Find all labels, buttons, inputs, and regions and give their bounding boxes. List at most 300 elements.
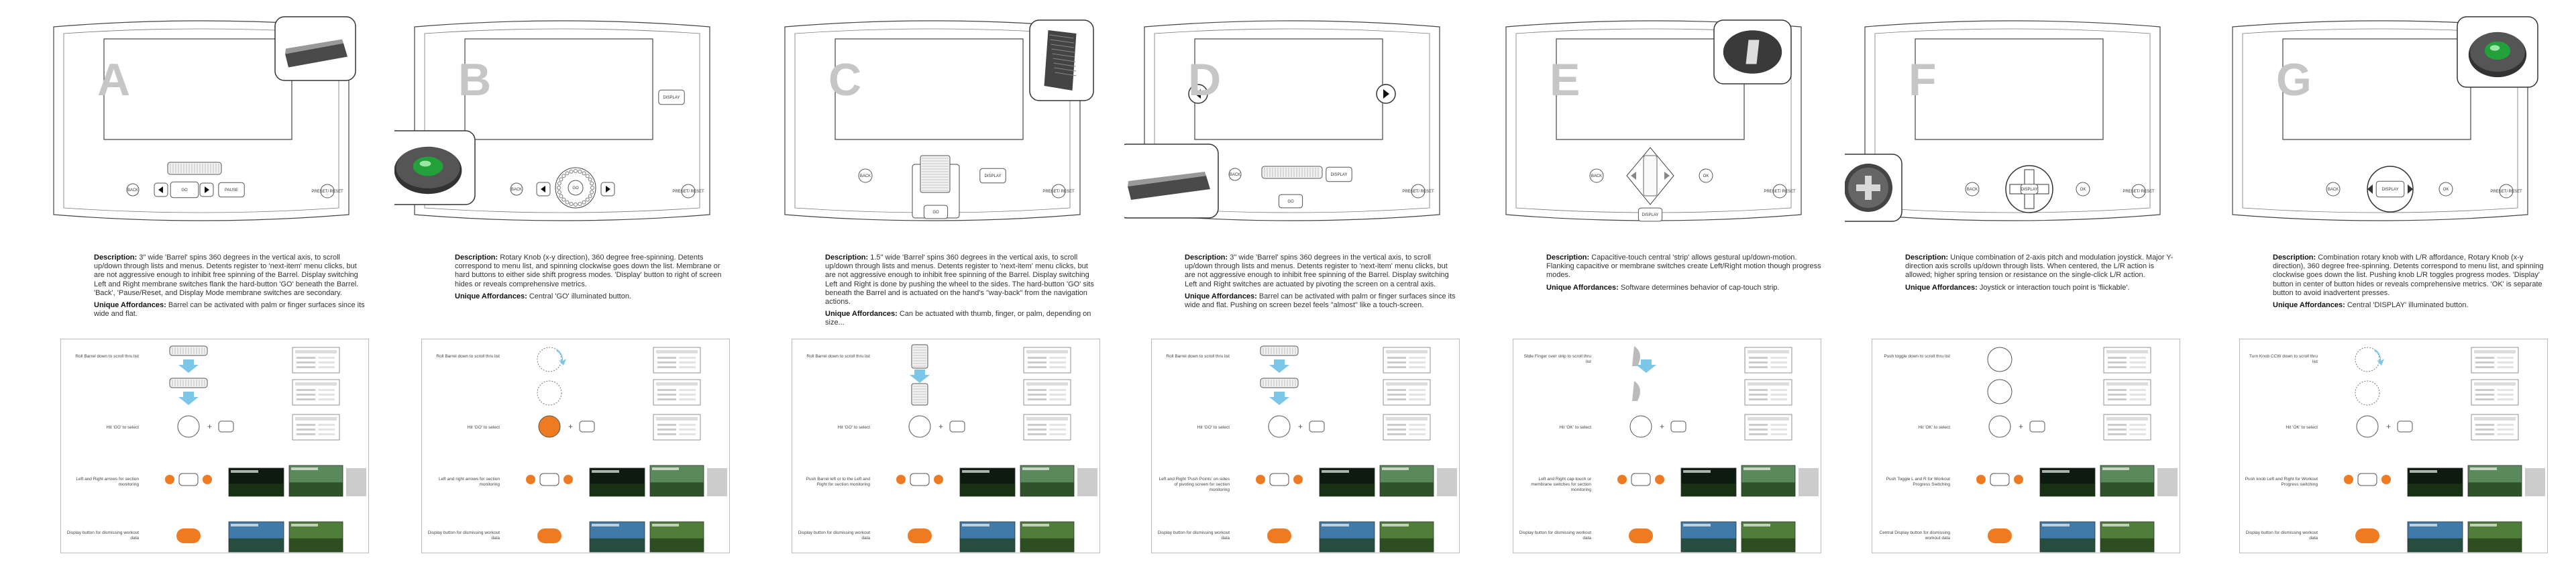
device-sketch <box>1124 13 1460 228</box>
barrel-control[interactable] <box>920 156 950 192</box>
select-control <box>1630 416 1652 437</box>
select-control <box>1269 416 1290 437</box>
left-orange-button <box>526 475 535 484</box>
select-button <box>950 421 965 432</box>
go-button[interactable] <box>568 180 583 195</box>
concept-letter: G <box>2276 54 2312 105</box>
description-text: 1.5" wide 'Barrel' spins 360 degrees in the vertical axis, to scroll up/down through lists and menus. Detents register to 'next-item' menu clicks, but are not aggressive enough to inhibit free spinning of the Barrel. Display switching Left and Right is done by pushing the wheel to the sides. The hard-button 'GO' sits beneath the Barrel and is actuated on the hand's "way-back" from the navigation actions. <box>825 254 1094 306</box>
storyboard-screen <box>292 347 339 373</box>
affordances-heading: Unique Affordances: <box>1185 292 1257 300</box>
right-orange-button <box>203 475 212 484</box>
scroll-arrow-2 <box>178 392 199 405</box>
device-drawing <box>1124 13 1460 228</box>
description-heading: Description: <box>1546 254 1590 262</box>
detail-inset <box>1124 144 1218 218</box>
joystick-mini-2 <box>1988 380 2012 404</box>
storyboard-caption: Display button for dismissing workout data <box>1157 530 1230 541</box>
back-button[interactable] <box>1966 182 1979 196</box>
scroll-arrow-2 <box>1269 392 1289 405</box>
storyboard-photo <box>2408 468 2463 496</box>
storyboard-graphics <box>2240 339 2547 553</box>
plus-sign: + <box>938 422 944 431</box>
display-button-label: DISPLAY <box>663 96 680 100</box>
display-orange-button <box>2355 528 2379 543</box>
preset-reset-button-label: PRESET/ RESET <box>311 190 343 194</box>
description-block <box>825 254 1100 328</box>
storyboard-photo <box>650 522 704 552</box>
storyboard-photo <box>1320 468 1375 496</box>
storyboard-caption: Hit 'OK' to select <box>1559 425 1591 430</box>
description-text: 3" wide 'Barrel' spins 360 degrees in the vertical axis, to scroll up/down through lists and menus. Detents register to 'next-item' menu clicks, but are not aggressive enough to inhibit free spinning of the Barrel. Display switching Left and Right membrane switches flank the hard-button 'GO' beneath the Barrel. 'Back', 'Pause/Reset, and Display Mode membrane switches are secondary. <box>94 254 359 297</box>
storyboard-photo <box>590 468 645 496</box>
description-paragraph <box>1546 254 1821 280</box>
storyboard-screen <box>1024 347 1071 373</box>
select-control <box>1989 416 2010 437</box>
device-drawing <box>34 13 369 228</box>
preset-reset-button-label: PRESET/ RESET <box>672 190 704 194</box>
affordances-heading: Unique Affordances: <box>2273 301 2345 310</box>
affordances-heading: Unique Affordances: <box>1905 283 1978 292</box>
device-drawing <box>765 13 1100 228</box>
storyboard-caption: Display button for dismissing workout data <box>1519 530 1591 541</box>
select-button <box>2030 421 2045 432</box>
storyboard-photo <box>2408 522 2463 552</box>
pause-button-label: PAUSE <box>225 188 238 192</box>
affordances-heading: Unique Affordances: <box>455 292 527 300</box>
storyboard-photo <box>2100 522 2154 552</box>
storyboard-caption: Push Toggle L and R for Workout Progress Switching <box>1886 477 1950 487</box>
display-button[interactable] <box>2376 181 2404 196</box>
storyboard <box>1872 339 2180 553</box>
right-orange-button <box>1293 475 1303 484</box>
plus-sign: + <box>1660 422 1665 431</box>
screen-right-arrow[interactable] <box>1377 85 1395 103</box>
gradient-strip <box>1799 468 1819 496</box>
go-button-label: GO <box>1287 200 1294 204</box>
description-paragraph <box>2273 254 2548 298</box>
description-block <box>1905 254 2180 292</box>
storyboard-photo <box>2100 465 2154 496</box>
affordances-text: Central 'GO' illuminated button. <box>529 292 631 300</box>
plus-sign: + <box>2019 422 2024 431</box>
go-button[interactable] <box>170 182 199 197</box>
back-button[interactable] <box>859 169 872 182</box>
storyboard-photo <box>650 465 704 496</box>
device-sketch <box>394 13 730 228</box>
plus-sign: + <box>2386 422 2392 431</box>
description-block <box>94 254 369 319</box>
ok-button[interactable] <box>2076 182 2090 196</box>
description-block <box>455 254 730 301</box>
concept-panel-b <box>394 0 730 562</box>
barrel-control[interactable] <box>1260 346 1298 355</box>
capacitive-strip-control[interactable] <box>1627 148 1674 205</box>
storyboard-screen <box>2471 347 2518 373</box>
back-button-label: BACK <box>1591 174 1603 178</box>
back-button-label: BACK <box>1229 173 1241 177</box>
left-orange-button <box>2344 475 2353 484</box>
storyboard-screen <box>2471 380 2518 405</box>
storyboard-screen <box>653 414 700 440</box>
storyboard-photo <box>960 468 1015 496</box>
back-button-label: BACK <box>2327 188 2339 192</box>
storyboard-caption: Roll Barrel down to scroll thru list <box>806 354 870 359</box>
right-orange-button <box>2014 475 2023 484</box>
left-orange-button <box>165 475 174 484</box>
select-button <box>2398 421 2412 432</box>
display-orange-button <box>908 528 932 543</box>
preset-reset-button-label: PRESET/ RESET <box>1764 190 1796 194</box>
affordances-paragraph <box>1905 284 2180 292</box>
storyboard-photo <box>2040 468 2095 496</box>
affordances-text: Software determines behavior of cap-touch strip. <box>1620 283 1780 292</box>
left-orange-button <box>1256 475 1265 484</box>
storyboard-caption: Hit 'OK' to select <box>2286 425 2318 430</box>
storyboard-photo <box>960 522 1015 552</box>
storyboard-caption: Hit 'GO' to select <box>467 425 500 430</box>
pause-button[interactable] <box>219 182 244 197</box>
device-sketch <box>34 13 369 228</box>
scroll-arrow <box>910 370 930 383</box>
storyboard-screen <box>292 380 339 405</box>
storyboard-photo <box>2468 522 2522 552</box>
display-orange-button <box>1629 528 1653 543</box>
description-block <box>2273 254 2548 310</box>
right-arrow-button[interactable] <box>200 183 213 196</box>
description-heading: Description: <box>455 254 498 262</box>
plus-sign: + <box>207 422 213 431</box>
barrel-control[interactable] <box>170 346 207 355</box>
storyboard-photo <box>229 468 284 496</box>
description-text: Combination rotary knob with L/R affordance, Rotary Knob (x-y direction), 360 degree free-spinning. Detents correspond to menu list, and spinning clockwise goes down the list. Pushing knob L/R toggles progress modes. 'Display' button in center of button hides or reveals comprehensive metrics. 'OK' is separate button to avoid inadvertent presses. <box>2273 254 2544 297</box>
select-control <box>909 416 930 437</box>
storyboard-screen <box>1383 347 1430 373</box>
storyboard-caption: Left and Right arrows for section monitoring <box>76 477 139 487</box>
concept-letter: D <box>1188 54 1222 105</box>
go-button-label: GO <box>932 211 939 215</box>
concept-panel-d <box>1124 0 1460 562</box>
gradient-strip <box>1437 468 1457 496</box>
storyboard-caption: Push toggle down to scroll thru list <box>1884 354 1950 359</box>
description-text: Unique combination of 2-axis pitch and modulation joystick. Major Y-direction axis scrolls up/down through lists. When centered, the L/R action is allowed; higher spring tension or resistance on the single-click L/R action. <box>1905 254 2174 280</box>
device-drawing <box>2212 13 2548 228</box>
ok-button-label: OK <box>2080 188 2086 192</box>
affordances-heading: Unique Affordances: <box>1546 283 1619 292</box>
display-button-label: DISPLAY <box>2021 188 2038 192</box>
detail-inset <box>1714 20 1791 84</box>
center-button <box>2358 473 2377 486</box>
right-arrow-button[interactable] <box>601 182 614 196</box>
storyboard-caption: Hit 'OK' to select <box>1918 425 1950 430</box>
concept-panel-c <box>765 0 1100 562</box>
storyboard-caption: Left and Right cap-touch or membrane switches for section monitoring <box>1531 477 1591 492</box>
affordances-paragraph <box>2273 301 2548 310</box>
back-button[interactable] <box>1229 168 1241 180</box>
storyboard-caption: Left and Right 'Push Points' on sides of pivoting screen for section monitoring <box>1159 477 1230 492</box>
barrel-control[interactable] <box>170 378 207 388</box>
storyboard-screen <box>2104 347 2151 373</box>
ok-button[interactable] <box>1699 169 1713 182</box>
screen <box>465 39 653 139</box>
knob-mini-2 <box>2355 381 2379 405</box>
affordances-paragraph <box>825 310 1100 327</box>
storyboard-photo <box>1020 465 1074 496</box>
storyboard-caption: Roll Barrel down to scroll thru list <box>1166 354 1230 359</box>
affordances-paragraph <box>1546 284 1821 292</box>
display-button[interactable] <box>1638 208 1662 221</box>
display-orange-button <box>176 528 201 543</box>
left-orange-button <box>1617 475 1627 484</box>
device-sketch <box>1486 13 1821 228</box>
left-arrow-button[interactable] <box>537 182 550 196</box>
description-text: 3" wide 'Barrel' spins 360 degrees in the vertical axis, to scroll up/down through lists and menus. Detents register to 'next-item' menu clicks, but are not aggressive enough to inhibit free spinning of the Barrel. Display switching Left and Right switches are actuated by pivoting the screen on a central axis. <box>1185 254 1449 288</box>
gradient-strip <box>346 468 366 496</box>
storyboard-caption: Roll Barrel down to scroll thru list <box>75 354 139 359</box>
select-button <box>1671 421 1686 432</box>
go-button[interactable] <box>1279 194 1302 208</box>
storyboard-photo <box>590 522 645 552</box>
storyboard-caption: Left and right arrows for section monitoring <box>438 477 500 487</box>
storyboard <box>421 339 730 553</box>
detail-inset <box>1030 20 1093 101</box>
storyboard-screen <box>2471 414 2518 440</box>
storyboard <box>60 339 369 553</box>
storyboard-screen <box>292 414 339 440</box>
screen <box>1915 39 2103 139</box>
concept-panel-f <box>1845 0 2180 562</box>
barrel-control[interactable] <box>912 345 928 368</box>
storyboard-caption: Display button for dismissing workout data <box>66 530 139 541</box>
storyboard-caption: Turn Knob CCW down to scroll thru list <box>2249 354 2318 364</box>
detail-inset <box>394 131 475 205</box>
barrel-control[interactable] <box>1262 166 1322 178</box>
affordances-text: Barrel can be activated with palm or finger surfaces since its wide and flat. Pushing on screen bezel feels "almost" like a touch-screen. <box>1185 292 1456 310</box>
description-heading: Description: <box>1905 254 1949 262</box>
storyboard-caption: Push Barrel left or to the Left and Right for section monitoring <box>806 477 870 487</box>
storyboard-caption: Push knob Left and Right for Workout Progress switching <box>2245 477 2318 487</box>
affordances-text: Joystick or interaction touch point is 'flickable'. <box>1979 283 2130 292</box>
description-heading: Description: <box>2273 254 2316 262</box>
storyboard-caption: Hit 'GO' to select <box>837 425 870 430</box>
back-button-label: BACK <box>511 188 523 192</box>
concept-letter: B <box>458 54 492 105</box>
left-orange-button <box>1976 475 1986 484</box>
ok-button-label: OK <box>1703 174 1709 178</box>
right-orange-button <box>564 475 573 484</box>
concept-panel-g <box>2212 0 2548 562</box>
storyboard-screen <box>653 347 700 373</box>
display-orange-button <box>1267 528 1291 543</box>
description-text: Rotary Knob (x-y direction), 360 degree free-spinning. Detents correspond to menu list, and spinning clockwise goes down the list. Membrane or hard buttons to either side shift progress modes. 'Display' button to right of screen hides or reveals comprehensive metrics. <box>455 254 722 288</box>
storyboard-graphics <box>422 339 729 553</box>
device-sketch <box>765 13 1100 228</box>
back-button[interactable] <box>511 183 523 195</box>
description-paragraph <box>1905 254 2180 280</box>
storyboard <box>1513 339 1821 553</box>
center-button <box>1631 473 1650 486</box>
storyboard-screen <box>1745 347 1792 373</box>
preset-reset-button-label: PRESET/ RESET <box>1042 190 1075 194</box>
gradient-strip <box>2157 468 2178 496</box>
storyboard-photo <box>289 522 343 552</box>
description-paragraph <box>825 254 1100 306</box>
right-orange-button <box>1655 475 1664 484</box>
screen <box>835 39 1023 139</box>
display-button-label: DISPLAY <box>1330 173 1348 177</box>
back-button-label: BACK <box>127 188 139 192</box>
affordances-paragraph <box>94 301 369 319</box>
center-button <box>179 473 198 486</box>
description-paragraph <box>455 254 730 289</box>
display-button-label: DISPLAY <box>984 174 1002 178</box>
affordances-paragraph <box>1185 292 1460 310</box>
storyboard-screen <box>2104 414 2151 440</box>
description-heading: Description: <box>1185 254 1228 262</box>
gradient-strip <box>2525 468 2545 496</box>
device-drawing <box>394 13 730 228</box>
description-heading: Description: <box>825 254 869 262</box>
concept-letter: F <box>1909 54 1937 105</box>
storyboard-photo <box>2468 465 2522 496</box>
storyboard-photo <box>1380 465 1434 496</box>
storyboard <box>792 339 1100 553</box>
storyboard <box>1151 339 1460 553</box>
storyboard-photo <box>1020 522 1074 552</box>
back-button[interactable] <box>127 184 139 196</box>
select-button <box>219 421 233 432</box>
joystick-mini <box>1988 347 2012 372</box>
affordances-heading: Unique Affordances: <box>94 301 166 310</box>
storyboard-photo <box>2040 522 2095 552</box>
ok-button[interactable] <box>2439 182 2453 196</box>
concept-panel-e <box>1486 0 1821 562</box>
storyboard-photo <box>1741 522 1795 552</box>
finger-gesture <box>1632 346 1640 366</box>
center-button <box>540 473 559 486</box>
detail-inset <box>1845 154 1902 221</box>
storyboard-screen <box>1745 414 1792 440</box>
select-control <box>539 416 560 437</box>
plus-sign: + <box>1298 422 1303 431</box>
storyboard-screen <box>2104 380 2151 405</box>
barrel-control[interactable] <box>1260 378 1298 388</box>
gradient-strip <box>1077 468 1097 496</box>
go-button-label: GO <box>181 188 188 192</box>
storyboard-screen <box>1383 380 1430 405</box>
barrel-control[interactable] <box>912 384 928 405</box>
concept-letter: A <box>97 54 131 105</box>
affordances-text: Central 'DISPLAY' illuminated button. <box>2347 301 2469 310</box>
back-button[interactable] <box>2326 182 2340 196</box>
gradient-strip <box>707 468 727 496</box>
ok-button-label: OK <box>2443 188 2449 192</box>
display-orange-button <box>1988 528 2012 543</box>
scroll-arrow <box>178 359 199 373</box>
affordances-text: Barrel can be activated with palm or finger surfaces since its wide and flat. <box>94 301 365 319</box>
storyboard-screen <box>1024 380 1071 405</box>
back-button-label: BACK <box>859 174 871 178</box>
device-sketch <box>1845 13 2180 228</box>
device-drawing <box>1845 13 2180 228</box>
storyboard-graphics <box>61 339 368 553</box>
preset-reset-button-label: PRESET/ RESET <box>2123 190 2155 194</box>
knob-mini-2 <box>537 381 561 405</box>
storyboard-photo <box>289 465 343 496</box>
display-button[interactable] <box>980 168 1006 183</box>
storyboard-screen <box>1383 414 1430 440</box>
left-arrow-button[interactable] <box>154 183 168 196</box>
storyboard-photo <box>1681 468 1736 496</box>
storyboard-caption: Hit 'GO' to select <box>106 425 139 430</box>
storyboard-photo <box>1681 522 1736 552</box>
storyboard-screen <box>1024 414 1071 440</box>
barrel-control[interactable] <box>168 162 221 174</box>
device-drawing <box>1486 13 1821 228</box>
center-button <box>1990 473 2009 486</box>
select-button <box>580 421 594 432</box>
storyboard-graphics <box>792 339 1099 553</box>
storyboard-caption: Slide Finger over strip to scroll thru list <box>1523 354 1591 364</box>
description-block <box>1185 254 1460 310</box>
back-button-label: BACK <box>1966 188 1978 192</box>
storyboard-caption: Hit 'GO' to select <box>1197 425 1230 430</box>
storyboard-photo <box>229 522 284 552</box>
left-orange-button <box>896 475 906 484</box>
select-control <box>2357 416 2378 437</box>
affordances-paragraph <box>455 292 730 301</box>
center-button <box>1270 473 1289 486</box>
storyboard-graphics <box>1152 339 1459 553</box>
storyboard-caption: Display button for dismissing workout data <box>798 530 870 541</box>
detail-inset <box>2457 17 2538 87</box>
storyboard-graphics <box>1872 339 2180 553</box>
storyboard <box>2239 339 2548 553</box>
go-button[interactable] <box>924 205 947 219</box>
device-sketch <box>2212 13 2548 228</box>
concept-letter: C <box>828 54 862 105</box>
description-block <box>1546 254 1821 292</box>
display-button-label: DISPLAY <box>1642 213 1659 217</box>
right-orange-button <box>2381 475 2391 484</box>
concept-letter: E <box>1550 54 1580 105</box>
concept-panel-a <box>34 0 369 562</box>
detail-inset <box>275 17 356 80</box>
screen <box>1195 39 1383 139</box>
storyboard-caption: Display button for dismissing workout data <box>427 530 500 541</box>
plus-sign: + <box>568 422 574 431</box>
description-paragraph <box>94 254 369 298</box>
description-paragraph <box>1185 254 1460 289</box>
storyboard-caption: Roll Barrel down to scroll thru list <box>436 354 500 359</box>
storyboard-screen <box>1745 380 1792 405</box>
display-button[interactable] <box>1326 167 1352 182</box>
display-button[interactable] <box>2021 184 2038 194</box>
affordances-text: Can be actuated with thumb, finger, or palm, depending on size... <box>825 310 1091 327</box>
display-button[interactable] <box>659 90 684 105</box>
back-button[interactable] <box>1590 169 1603 182</box>
description-heading: Description: <box>94 254 138 262</box>
preset-reset-button-label: PRESET/ RESET <box>1402 190 1434 194</box>
finger-gesture-2 <box>1632 381 1640 401</box>
center-button <box>910 473 929 486</box>
display-button-label: DISPLAY <box>2381 188 2399 192</box>
storyboard-caption: Display button for dismissing workout data <box>2245 530 2318 541</box>
display-orange-button <box>537 528 561 543</box>
storyboard-photo <box>1741 465 1795 496</box>
storyboard-photo <box>1320 522 1375 552</box>
select-button <box>1309 421 1324 432</box>
description-text: Capacitive-touch central 'strip' allows gestural up/down-motion. Flanking capacitive or membrane switches create Left/Right motion though progress modes. <box>1546 254 1821 280</box>
